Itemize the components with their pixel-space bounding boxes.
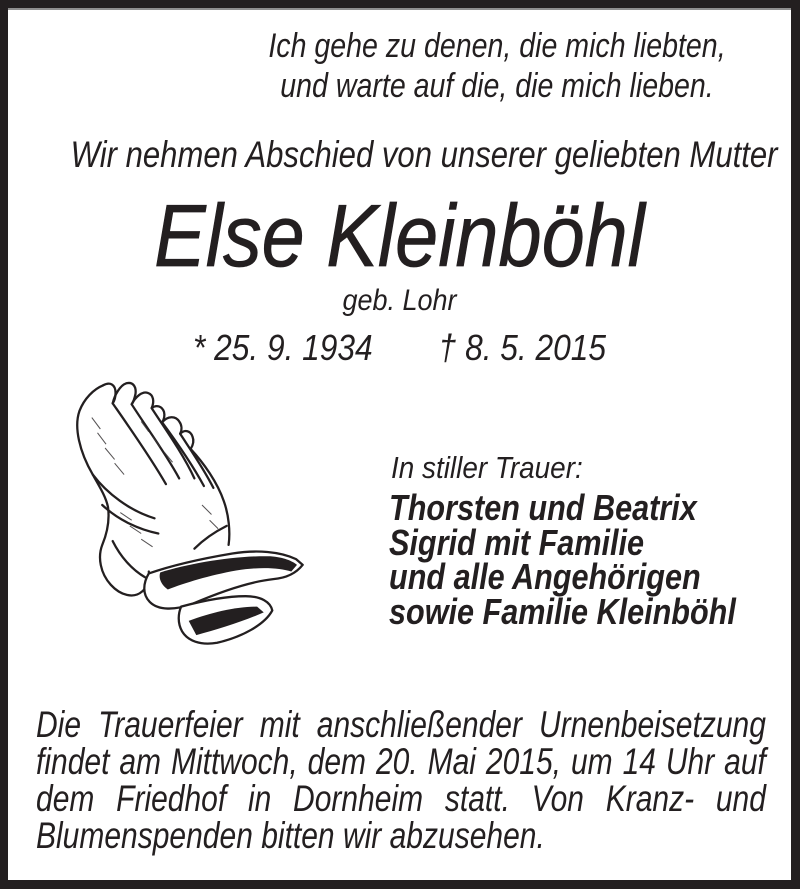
announcement-line-3: dem Friedhof in Dornheim statt. Von Kranz- und: [36, 778, 766, 819]
announcement-line-2: findet am Mittwoch, dem 20. Mai 2015, um 14 Uhr auf: [36, 741, 766, 782]
epigraph: [220, 26, 774, 106]
birth-date: * 25. 9. 1934: [192, 327, 373, 368]
maiden-name: geb. Lohr: [342, 284, 457, 317]
funeral-announcement: [36, 706, 766, 854]
frame-left-bar: [0, 0, 8, 889]
frame-top-bar: [0, 0, 800, 8]
life-dates: [55, 328, 744, 368]
epigraph-line-2: und warte auf die, die mich lieben.: [280, 67, 714, 105]
frame-right-bar: [791, 0, 800, 889]
mourning-label: In stiller Trauer:: [391, 450, 583, 485]
announcement-line-4: Blumenspenden bitten wir abzusehen.: [36, 815, 545, 856]
announcement-line-1: Die Trauerfeier mit anschließender Urnenbeisetzung: [36, 704, 766, 745]
mourner-line-2: Sigrid mit Familie: [389, 521, 645, 563]
mourner-line-3: und alle Angehörigen: [389, 556, 701, 597]
mourner-line-4: sowie Familie Kleinböhl: [389, 590, 736, 632]
mourners-list: [389, 487, 736, 632]
intro-line: Wir nehmen Abschied von unserer geliebten Mutter: [70, 134, 778, 175]
frame-bottom-bar: [0, 880, 800, 889]
praying-hands-icon: [50, 372, 335, 657]
deceased-name: Else Kleinböhl: [154, 186, 645, 285]
epigraph-line-1: Ich gehe zu denen, die mich liebten,: [268, 27, 726, 65]
death-date: † 8. 5. 2015: [438, 327, 607, 368]
top-separator-line: [8, 8, 791, 10]
mourner-line-1: Thorsten und Beatrix: [389, 487, 697, 528]
